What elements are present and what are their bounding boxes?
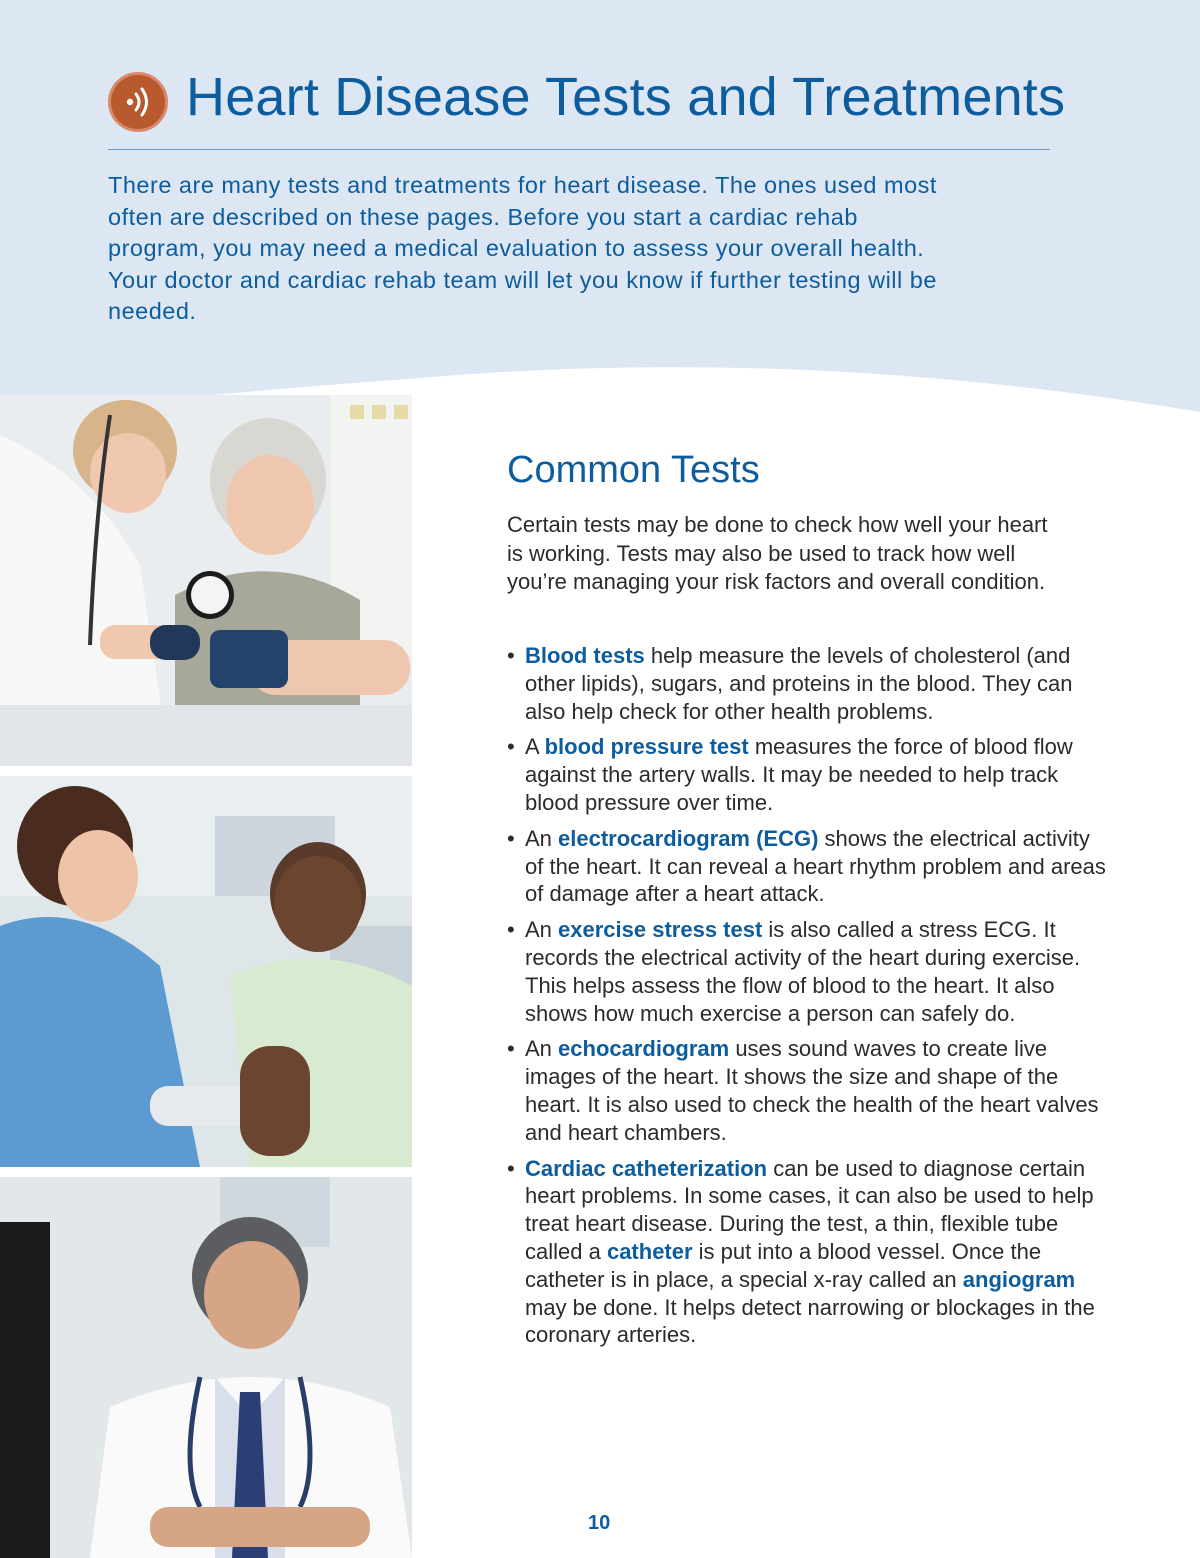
bullet: • — [507, 825, 515, 851]
audio-wave-icon — [108, 72, 168, 132]
list-item: • A blood pressure test measures the force of blood flow against the artery walls. It may be needed to help track blood pressure over time. — [507, 734, 1073, 815]
photo-nurse-with-patient — [0, 776, 412, 1167]
term-cardiac-catheterization: Cardiac catheterization — [525, 1155, 768, 1181]
list-item: • An echocardiogram uses sound waves to create live images of the heart. It shows the size and shape of the heart. It is also used to check the health of the heart valves and heart chambers. — [507, 1036, 1099, 1145]
list-item: • An exercise stress test is also called a stress ECG. It records the electrical activity of the heart during exercise. This helps assess the flow of blood to the heart. It also shows how much exercise a person can safely do. — [507, 917, 1081, 1026]
term-blood-tests: Blood tests — [525, 643, 645, 668]
term-electrocardiogram: electrocardiogram (ECG) — [558, 825, 819, 851]
list-item: • Cardiac catheterization can be used to diagnose certain heart problems. In some cases, it can also be used to help treat heart disease. During the test, a thin, flexible tube called a catheter is put into a blood vessel. Once the catheter is in place, a special x-ray called an angiogram may be done. It helps detect narrowing or blockages in the coronary arteries. — [507, 1155, 1095, 1348]
tests-list — [507, 642, 1107, 1349]
term-blood-pressure-test: blood pressure test — [544, 734, 749, 760]
section-title: Common Tests — [507, 449, 760, 491]
term-catheter: catheter — [606, 1238, 693, 1264]
page-number: 10 — [588, 1512, 611, 1534]
term-angiogram: angiogram — [962, 1266, 1076, 1292]
section-intro: Certain tests may be done to check how well your heart is working. Tests may also be used to track how well you’re managing your risk factors and overall condition. — [507, 512, 1048, 594]
photo-blood-pressure-check — [0, 395, 412, 766]
title-divider — [108, 149, 1050, 150]
term-echocardiogram: echocardiogram — [558, 1036, 730, 1062]
page-title: Heart Disease Tests and Treatments — [186, 67, 1066, 127]
photo-doctor-at-desk — [0, 1177, 412, 1558]
list-item: • An electrocardiogram (ECG) shows the electrical activity of the heart. It can reveal a heart rhythm problem and areas of damage after a heart attack. — [507, 825, 1106, 907]
bullet: • — [507, 1036, 515, 1062]
bullet: • — [507, 734, 515, 760]
list-item: • Blood tests help measure the levels of cholesterol (and other lipids), sugars, and proteins in the blood. They can also help check for other health problems. — [507, 643, 1073, 724]
bullet: • — [507, 643, 515, 668]
bullet: • — [507, 917, 515, 943]
bullet: • — [507, 1155, 515, 1181]
intro-paragraph: There are many tests and treatments for heart disease. The ones used most often are described on these pages. Before you start a cardiac rehab program, you may need a medical evaluation to assess your overall health. Your doctor and cardiac rehab team will let you know if further testing will be needed. — [108, 172, 937, 324]
term-exercise-stress-test: exercise stress test — [558, 917, 763, 943]
